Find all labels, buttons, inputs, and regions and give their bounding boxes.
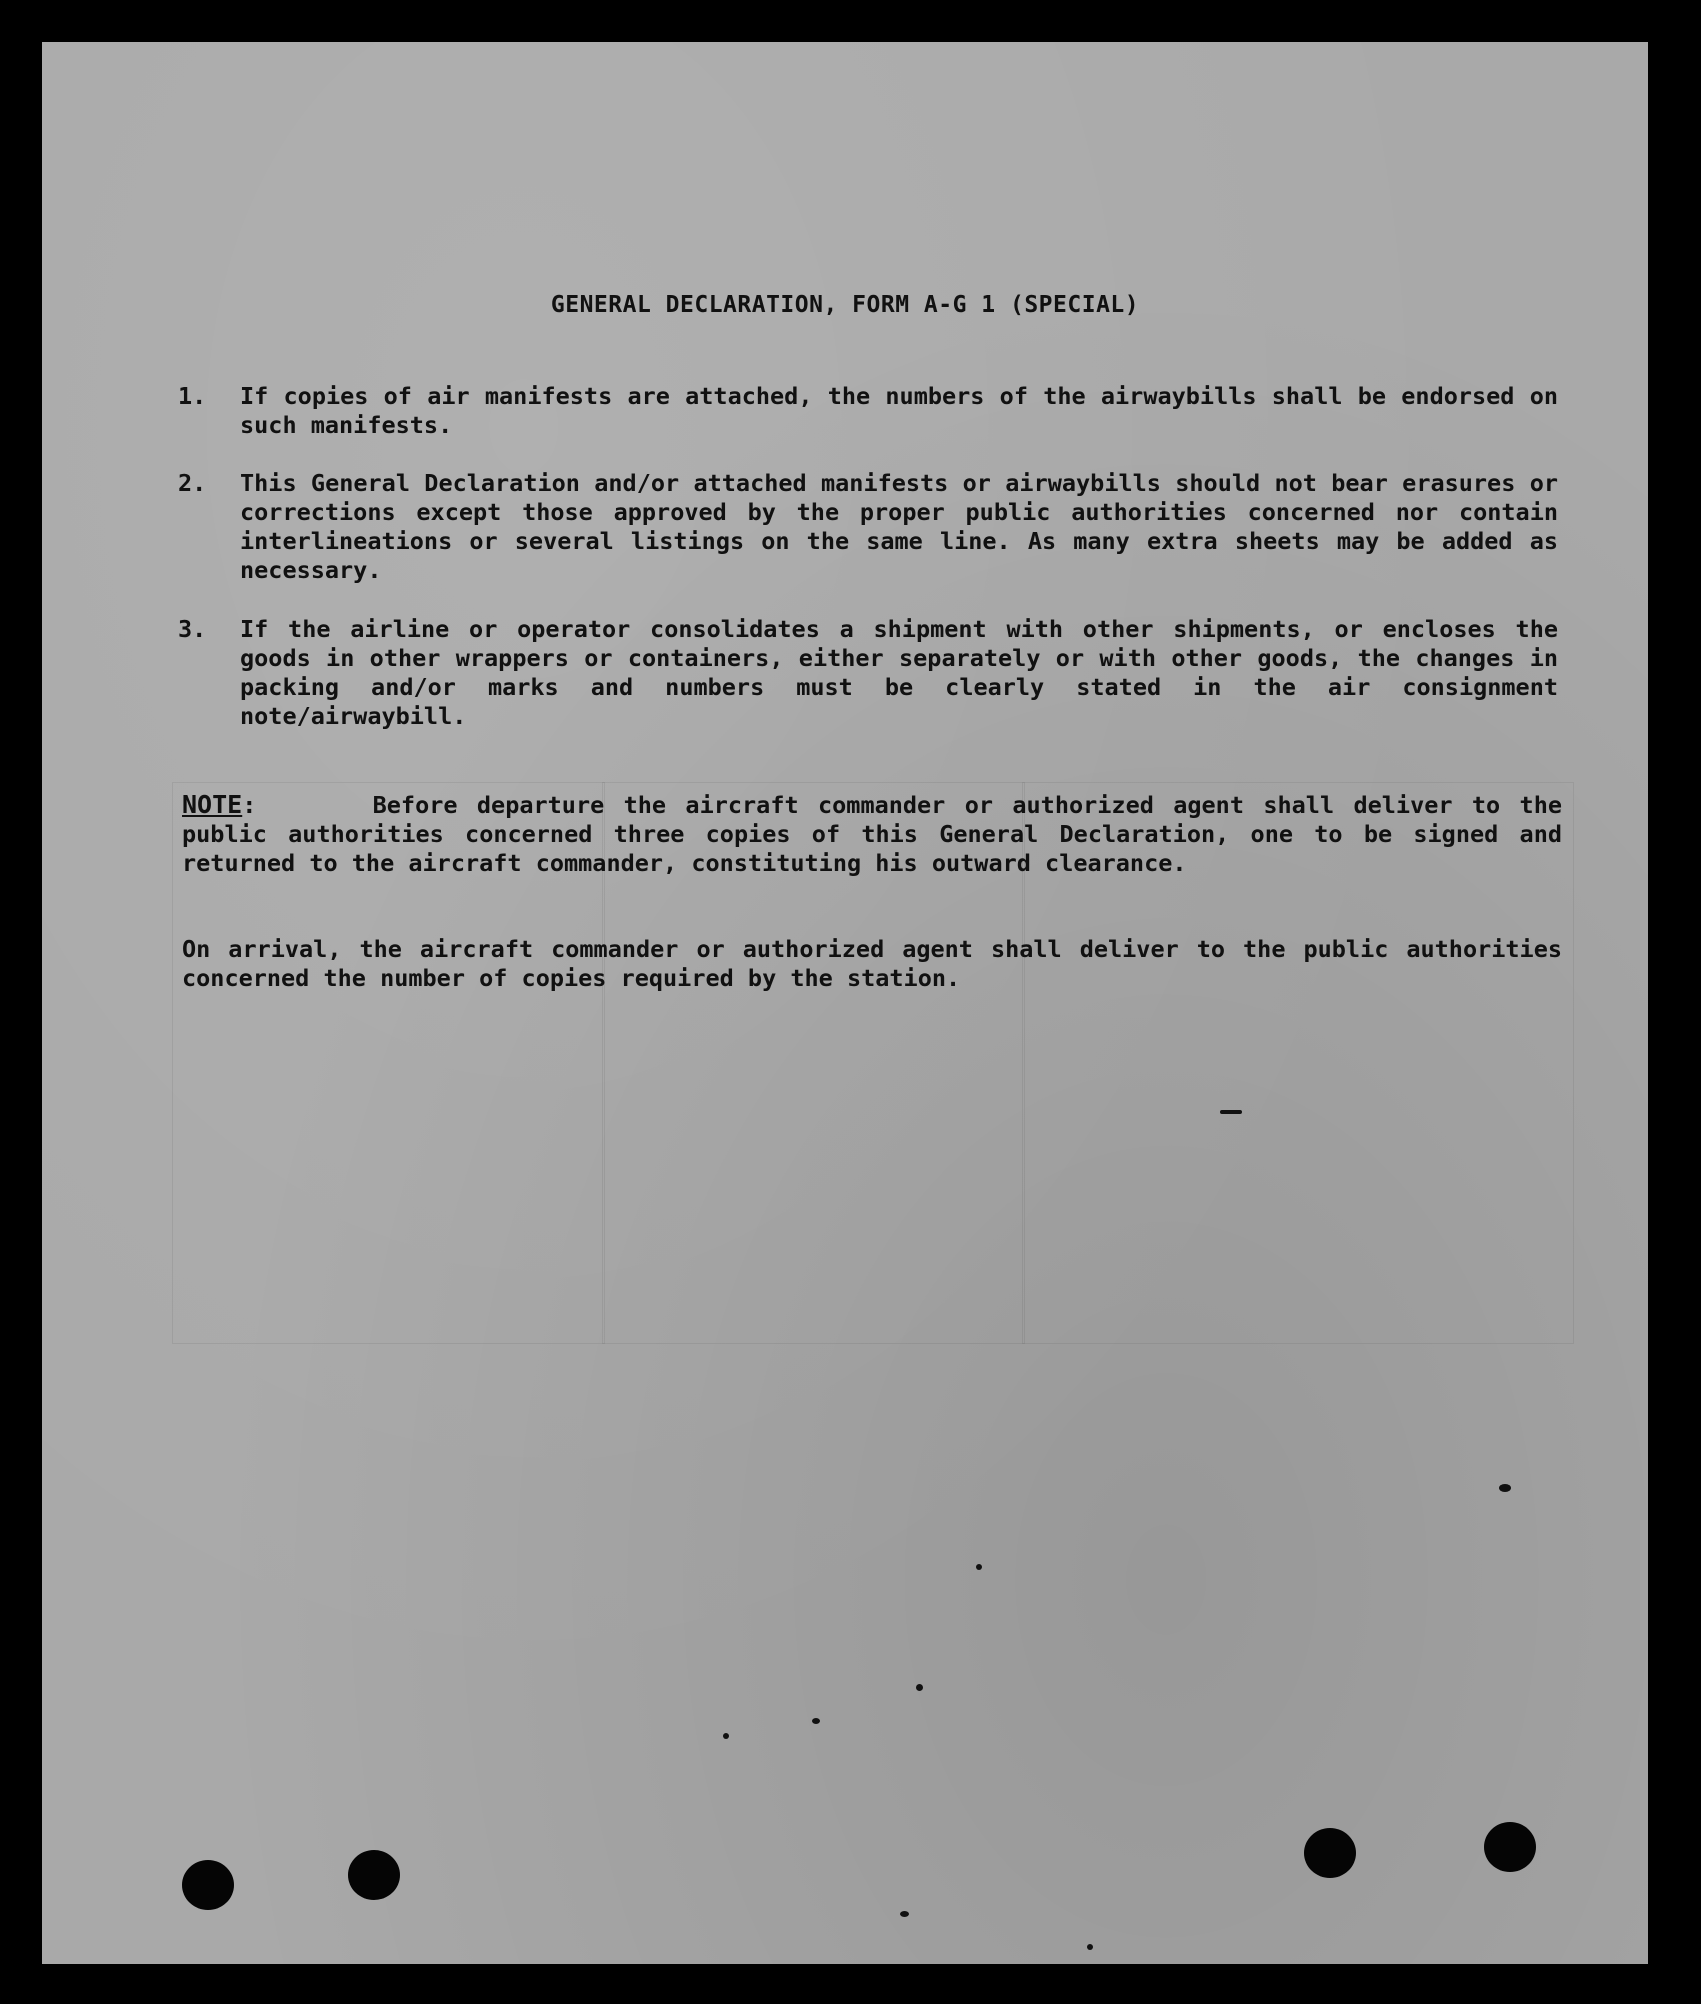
speck	[723, 1733, 729, 1739]
speck	[1087, 1944, 1093, 1950]
instruction-item	[178, 382, 1558, 440]
item-number: 2.	[178, 469, 207, 497]
speck	[976, 1564, 982, 1570]
arrival-paragraph: On arrival, the aircraft commander or authorized agent shall deliver to the public authorities concerned the number of copies required by the station.	[182, 935, 1562, 992]
note-text: Before departure the aircraft commander or authorized agent shall deliver to the public authorities concerned three copies of this General Declaration, one to be signed and returned to the aircraft commander, constituting his outward clearance.	[182, 791, 1563, 877]
speck	[916, 1684, 923, 1691]
note-paragraph	[182, 790, 1562, 878]
speck	[1499, 1484, 1511, 1492]
speck	[900, 1911, 909, 1917]
page-title: GENERAL DECLARATION, FORM A-G 1 (SPECIAL)	[550, 292, 1140, 318]
note-colon: :	[242, 791, 257, 819]
item-text: If copies of air manifests are attached, the numbers of the airwaybills shall be endorsed on such manifests.	[240, 382, 1558, 439]
punch-hole	[182, 1860, 234, 1910]
punch-hole	[1304, 1828, 1356, 1878]
speck	[812, 1718, 820, 1724]
speck	[1220, 1110, 1242, 1114]
item-text: This General Declaration and/or attached manifests or airwaybills should not bear erasures or corrections except those approved by the proper public authorities concerned nor contain interlineations or several listings on the same line. As many extra sheets may be added as necessary.	[240, 469, 1558, 584]
instruction-item	[178, 469, 1558, 585]
instruction-item	[178, 615, 1558, 731]
note-label: NOTE	[182, 790, 243, 819]
punch-hole	[348, 1850, 400, 1900]
punch-hole	[1484, 1822, 1536, 1872]
document-page	[42, 42, 1648, 1964]
item-text: If the airline or operator consolidates a shipment with other shipments, or encloses the goods in other wrappers or containers, either separately or with other goods, the changes in packing and/or marks and numbers must be clearly stated in the air consignment note/airwaybill.	[240, 615, 1558, 730]
item-number: 1.	[178, 382, 207, 410]
item-number: 3.	[178, 615, 207, 643]
